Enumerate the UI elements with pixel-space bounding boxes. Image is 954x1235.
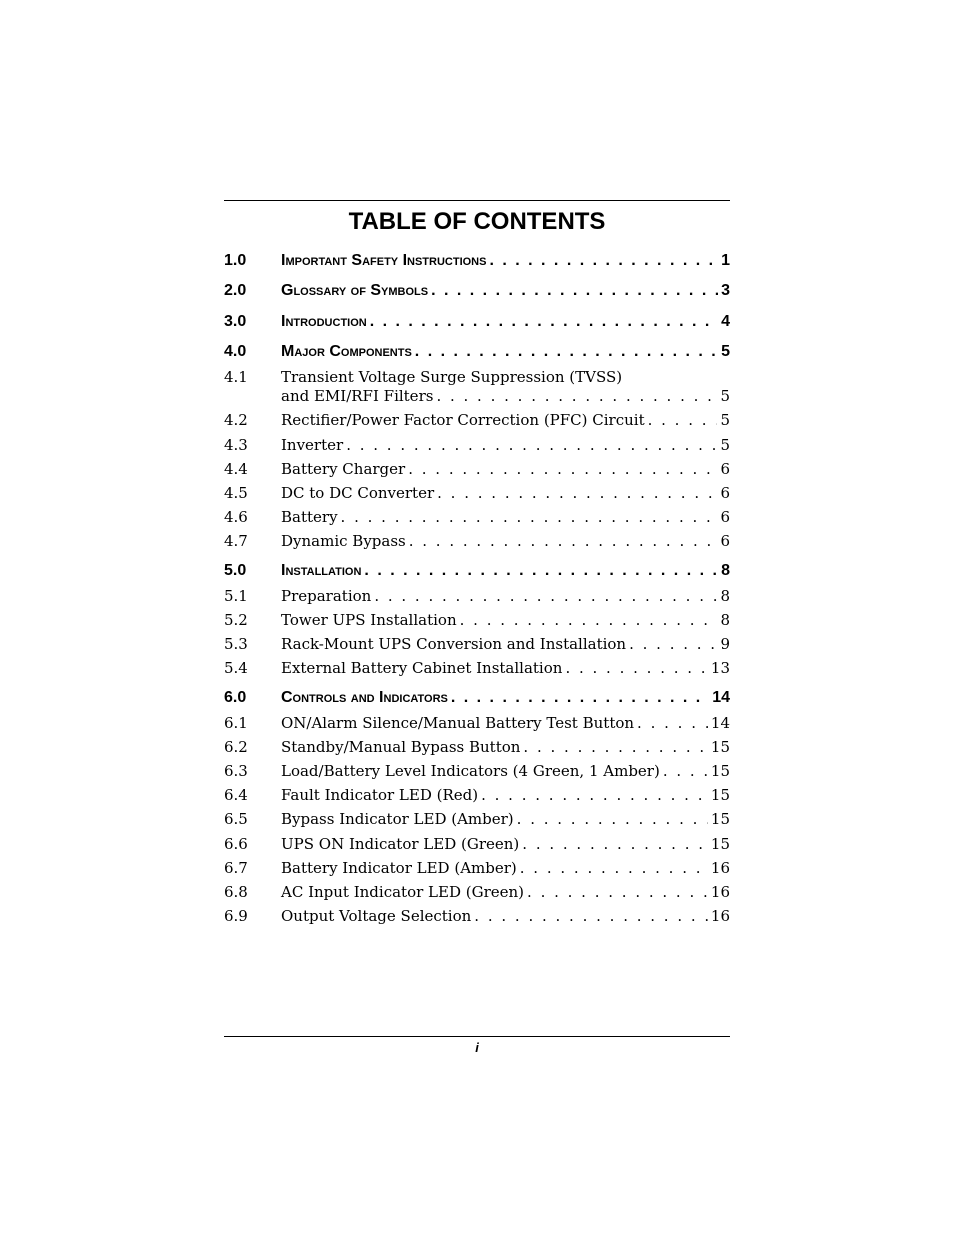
page-title: TABLE OF CONTENTS xyxy=(348,208,606,235)
toc-subsection-4-6[interactable] xyxy=(224,508,730,526)
toc-page-number: 8 xyxy=(721,562,730,579)
toc-label: Standby/Manual Bypass Button xyxy=(281,738,521,756)
dot-leader xyxy=(346,436,717,454)
toc-label: Battery xyxy=(281,508,338,526)
toc-section-3[interactable] xyxy=(224,313,730,331)
toc-label: Major Components xyxy=(281,343,412,360)
toc-label: Important Safety Instructions xyxy=(281,252,487,269)
toc-page-number: 14 xyxy=(712,689,730,706)
toc-page-number: 1 xyxy=(721,252,730,269)
toc-number: 3.0 xyxy=(224,313,247,330)
toc-page-number: 15 xyxy=(710,810,730,828)
toc-label: AC Input Indicator LED (Green) xyxy=(281,883,525,901)
dot-leader xyxy=(341,508,718,526)
dot-leader xyxy=(489,252,718,270)
toc-page-number: 6 xyxy=(720,508,730,526)
toc-section-6[interactable] xyxy=(224,689,730,707)
dot-leader xyxy=(523,738,707,756)
toc-label: Tower UPS Installation xyxy=(281,611,457,629)
toc-label: External Battery Cabinet Installation xyxy=(281,659,563,677)
toc-page xyxy=(224,200,730,1060)
dot-leader xyxy=(374,587,717,605)
toc-number: 4.7 xyxy=(224,532,248,550)
dot-leader xyxy=(408,460,717,478)
toc-subsection-6-5[interactable] xyxy=(224,810,730,828)
toc-page-number: 3 xyxy=(721,282,730,299)
toc-label: Controls and Indicators xyxy=(281,689,448,706)
toc-number: 5.2 xyxy=(224,611,248,629)
toc-page-number: 8 xyxy=(720,587,730,605)
toc-label: Rectifier/Power Factor Correction (PFC) Circuit xyxy=(281,411,645,429)
toc-subsection-6-3[interactable] xyxy=(224,762,730,780)
toc-page-number: 5 xyxy=(720,436,730,454)
toc-label: Battery Charger xyxy=(281,460,406,478)
toc-number: 6.3 xyxy=(224,762,248,780)
toc-page-number: 5 xyxy=(721,343,730,360)
toc-page-number: 15 xyxy=(710,786,730,804)
toc-number: 6.0 xyxy=(224,689,247,706)
dot-leader xyxy=(517,810,708,828)
toc-subsection-6-6[interactable] xyxy=(224,835,730,853)
toc-number: 6.5 xyxy=(224,810,248,828)
toc-label: Rack-Mount UPS Conversion and Installation xyxy=(281,635,627,653)
dot-leader xyxy=(370,313,718,331)
toc-page-number: 15 xyxy=(710,762,730,780)
toc-subsection-5-3[interactable] xyxy=(224,635,730,653)
page-number-footer: i xyxy=(475,1040,479,1055)
toc-page-number: 9 xyxy=(720,635,730,653)
toc-section-4[interactable] xyxy=(224,343,730,361)
toc-page-number: 15 xyxy=(710,835,730,853)
bottom-rule xyxy=(224,1036,730,1037)
toc-subsection-5-1[interactable] xyxy=(224,587,730,605)
toc-label: Glossary of Symbols xyxy=(281,282,429,299)
toc-label-line2: and EMI/RFI Filters xyxy=(281,387,434,405)
toc-section-5[interactable] xyxy=(224,562,730,580)
toc-subsection-6-4[interactable] xyxy=(224,786,730,804)
toc-label: DC to DC Converter xyxy=(281,484,435,502)
dot-leader xyxy=(565,659,707,677)
toc-label: Inverter xyxy=(281,436,344,454)
toc-number: 6.9 xyxy=(224,907,248,925)
toc-subsection-4-7[interactable] xyxy=(224,532,730,550)
toc-subsection-6-2[interactable] xyxy=(224,738,730,756)
toc-number: 4.1 xyxy=(224,368,248,386)
toc-label: Bypass Indicator LED (Amber) xyxy=(281,810,514,828)
toc-number: 6.4 xyxy=(224,786,248,804)
toc-number: 5.1 xyxy=(224,587,248,605)
toc-subsection-4-5[interactable] xyxy=(224,484,730,502)
dot-leader xyxy=(637,714,708,732)
toc-number: 2.0 xyxy=(224,282,247,299)
toc-subsection-6-7[interactable] xyxy=(224,859,730,877)
toc-number: 6.2 xyxy=(224,738,248,756)
dot-leader xyxy=(437,484,717,502)
top-rule xyxy=(224,200,730,201)
dot-leader xyxy=(481,786,708,804)
dot-leader xyxy=(436,387,717,405)
toc-page-number: 15 xyxy=(710,738,730,756)
toc-subsection-6-9[interactable] xyxy=(224,907,730,925)
toc-section-1[interactable] xyxy=(224,252,730,270)
toc-label: Introduction xyxy=(281,313,367,330)
dot-leader xyxy=(409,532,718,550)
toc-section-2[interactable] xyxy=(224,282,730,300)
dot-leader xyxy=(474,907,708,925)
toc-subsection-5-4[interactable] xyxy=(224,659,730,677)
dot-leader xyxy=(522,835,708,853)
toc-page-number: 8 xyxy=(720,611,730,629)
toc-subsection-4-2[interactable] xyxy=(224,411,730,429)
toc-subsection-4-1[interactable] xyxy=(224,368,730,408)
dot-leader xyxy=(648,411,718,429)
toc-page-number: 14 xyxy=(710,714,730,732)
dot-leader xyxy=(460,611,718,629)
toc-subsection-4-3[interactable] xyxy=(224,436,730,454)
toc-page-number: 6 xyxy=(720,532,730,550)
toc-page-number: 6 xyxy=(720,484,730,502)
dot-leader xyxy=(520,859,708,877)
toc-subsection-6-8[interactable] xyxy=(224,883,730,901)
dot-leader xyxy=(451,689,709,707)
toc-number: 5.3 xyxy=(224,635,248,653)
toc-label: Installation xyxy=(281,562,362,579)
toc-label-line1: Transient Voltage Surge Suppression (TVSS) xyxy=(281,368,623,386)
toc-page-number: 16 xyxy=(710,907,730,925)
toc-page-number: 16 xyxy=(710,883,730,901)
toc-number: 5.0 xyxy=(224,562,247,579)
toc-page-number: 5 xyxy=(720,411,730,429)
toc-label: UPS ON Indicator LED (Green) xyxy=(281,835,520,853)
toc-label: Fault Indicator LED (Red) xyxy=(281,786,479,804)
toc-page-number: 13 xyxy=(710,659,730,677)
toc-label: ON/Alarm Silence/Manual Battery Test Button xyxy=(281,714,635,732)
toc-number: 4.0 xyxy=(224,343,247,360)
toc-number: 4.3 xyxy=(224,436,248,454)
toc-label: Load/Battery Level Indicators (4 Green, 1 Amber) xyxy=(281,762,660,780)
toc-subsection-5-2[interactable] xyxy=(224,611,730,629)
toc-label: Dynamic Bypass xyxy=(281,532,406,550)
dot-leader xyxy=(364,562,718,580)
toc-number: 4.4 xyxy=(224,460,248,478)
toc-page-number: 16 xyxy=(710,859,730,877)
toc-number: 4.5 xyxy=(224,484,248,502)
toc-number: 4.2 xyxy=(224,411,248,429)
toc-number: 1.0 xyxy=(224,252,247,269)
toc-label: Output Voltage Selection xyxy=(281,907,472,925)
toc-number: 6.8 xyxy=(224,883,248,901)
toc-number: 6.1 xyxy=(224,714,248,732)
toc-number: 5.4 xyxy=(224,659,248,677)
toc-page-number: 4 xyxy=(721,313,730,330)
toc-page-number: 6 xyxy=(720,460,730,478)
dot-leader xyxy=(415,343,718,361)
dot-leader xyxy=(431,282,718,300)
toc-number: 6.6 xyxy=(224,835,248,853)
toc-subsection-4-4[interactable] xyxy=(224,460,730,478)
toc-label: Battery Indicator LED (Amber) xyxy=(281,859,517,877)
toc-page-number: 5 xyxy=(720,387,730,405)
toc-label: Preparation xyxy=(281,587,372,605)
dot-leader xyxy=(663,762,708,780)
dot-leader xyxy=(527,883,708,901)
toc-subsection-6-1[interactable] xyxy=(224,714,730,732)
dot-leader xyxy=(629,635,717,653)
toc-number: 6.7 xyxy=(224,859,248,877)
toc-number: 4.6 xyxy=(224,508,248,526)
